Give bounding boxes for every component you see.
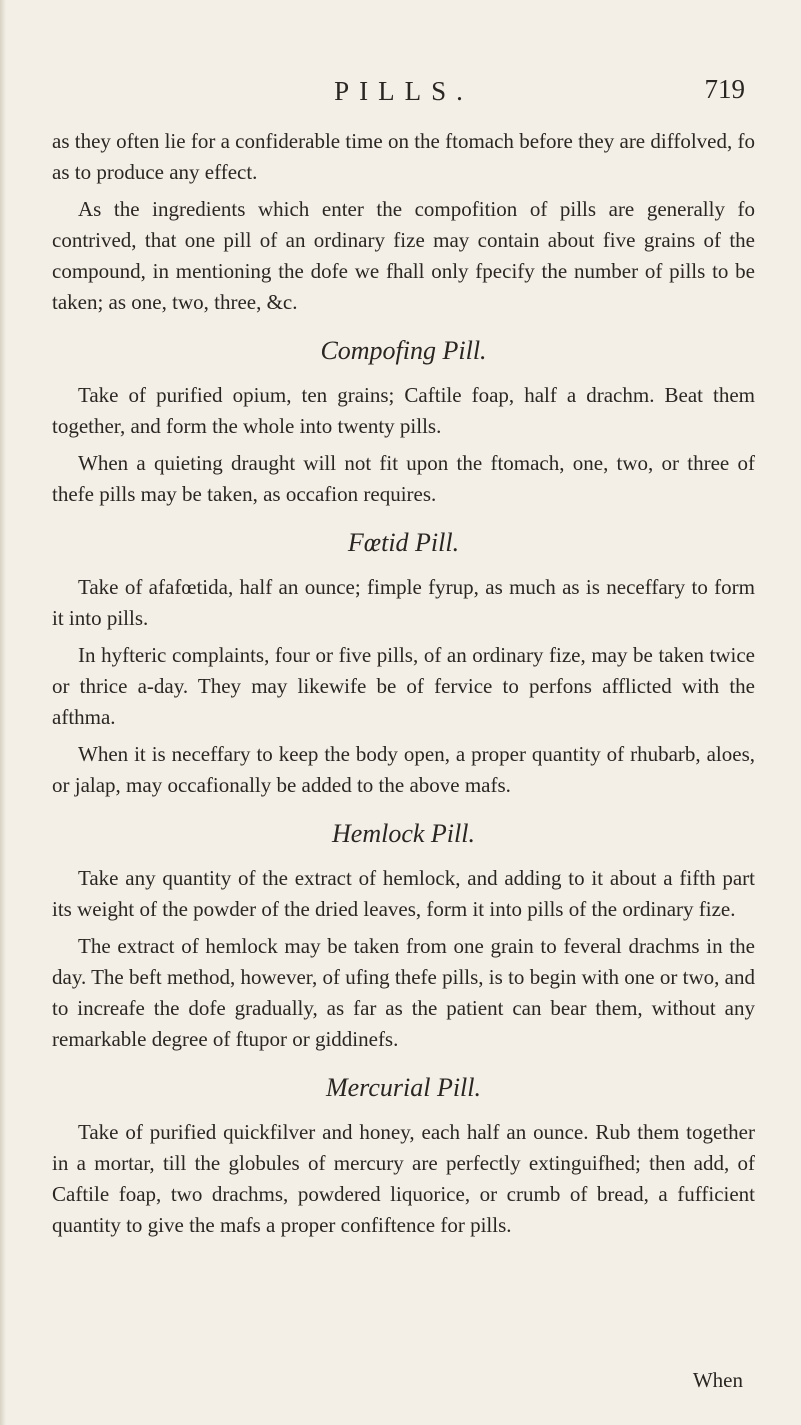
page-gutter-shadow	[0, 0, 6, 1425]
paragraph: When it is neceffary to keep the body open, a proper quantity of rhubarb, aloes, or jalap, may occafionally be added to the above mafs.	[52, 742, 755, 797]
paragraph: Take any quantity of the extract of hemlock, and adding to it about a fifth part its weight of the powder of the dried leaves, form it into pills of the ordinary fize.	[52, 866, 755, 921]
page-header	[52, 72, 755, 112]
section-heading: Mercurial Pill.	[325, 1073, 481, 1102]
section-heading: Hemlock Pill.	[332, 819, 475, 848]
catchword: When	[692, 1368, 743, 1392]
section-heading: Fœtid Pill.	[347, 528, 460, 557]
section-heading: Compofing Pill.	[320, 336, 487, 365]
paragraph: Take of purified quickfilver and honey, each half an ounce. Rub them together in a mortar, till the globules of mercury are perfectly extinguifhed; then add, of Caftile foap, two drachms, powdered liquorice, or crumb of bread, a fufficient quantity to give the mafs a proper confiftence for pills.	[52, 1120, 755, 1237]
running-title: PILLS.	[334, 76, 473, 106]
paragraph: The extract of hemlock may be taken from one grain to feveral drachms in the day. The beft method, however, of ufing thefe pills, is to begin with one or two, and to increafe the dofe gradually, as far as the patient can bear them, without any remarkable degree of ftupor or giddinefs.	[52, 934, 755, 1051]
page-body	[52, 126, 755, 1241]
paragraph: When a quieting draught will not fit upon the ftomach, one, two, or three of thefe pills may be taken, as occafion requires.	[52, 451, 755, 506]
paragraph: as they often lie for a confiderable time on the ftomach before they are diffolved, fo as to produce any effect.	[52, 129, 755, 184]
page-number: 719	[704, 74, 745, 104]
paragraph: Take of purified opium, ten grains; Caftile foap, half a drachm. Beat them together, and form the whole into twenty pills.	[52, 383, 755, 438]
paragraph: In hyfteric complaints, four or five pills, of an ordinary fize, may be taken twice or thrice a-day. They may likewife be of fervice to perfons afflicted with the afthma.	[52, 643, 755, 729]
paragraph: As the ingredients which enter the compofition of pills are generally fo contrived, that one pill of an ordinary fize may contain about five grains of the compound, in mentioning the dofe we fhall only fpecify the number of pills to be taken; as one, two, three, &c.	[52, 197, 755, 314]
paragraph: Take of afafœtida, half an ounce; fimple fyrup, as much as is neceffary to form it into pills.	[52, 575, 755, 630]
